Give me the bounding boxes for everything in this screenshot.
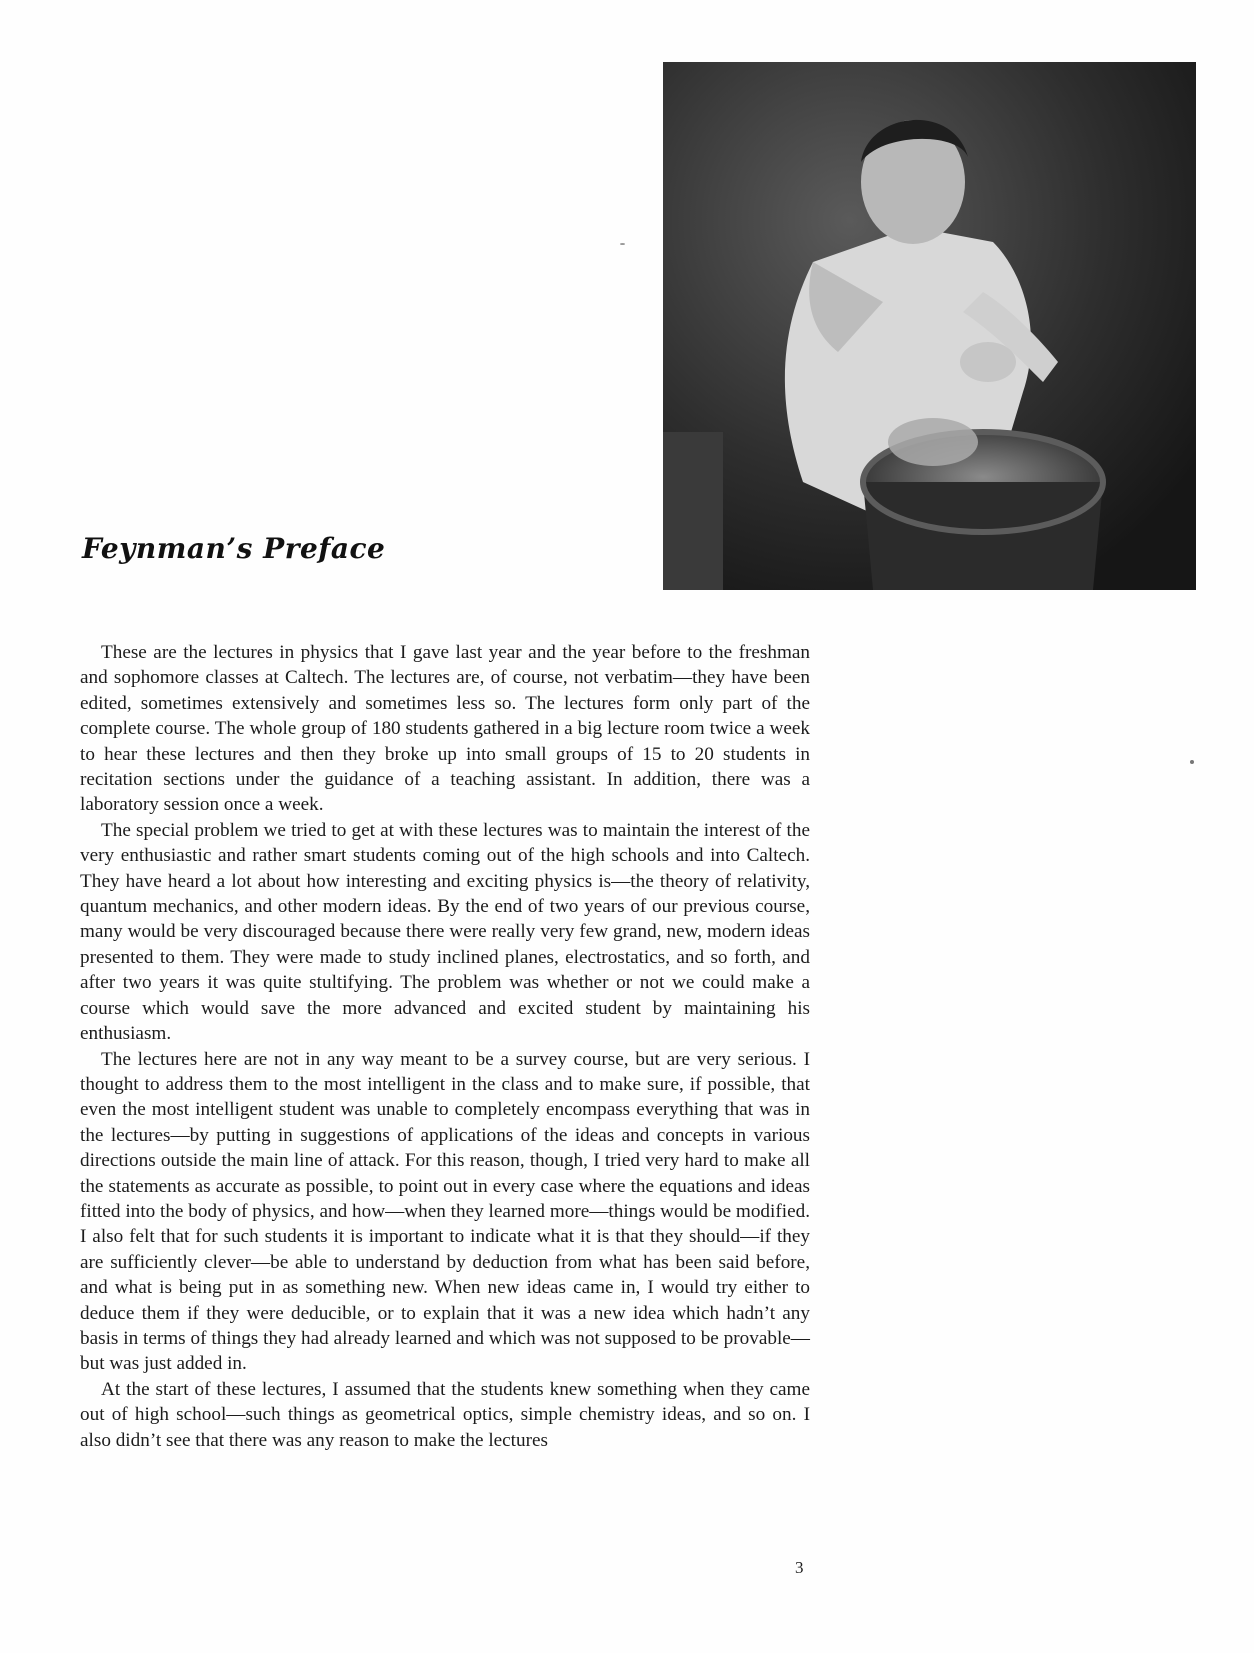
paragraph: The special problem we tried to get at with these lectures was to maintain the interest of the very enthusiastic and rather smart students coming out of the high schools and into Caltech. They have heard a lot about how interesting and exciting physics is—the theory of relativity, quantum mechanics, and other modern ideas. By the end of two years of our previous course, many would be very discouraged because there were really very few grand, new, modern ideas presented to them. They were made to study inclined planes, electrostatics, and so forth, and after two years it was quite stultifying. The problem was whether or not we could make a course which would save the more advanced and excited student by maintaining his enthusiasm. (80, 819, 810, 1045)
page-number: 3 (795, 1558, 804, 1577)
paper-speck (1190, 760, 1194, 764)
paragraph: At the start of these lectures, I assumed that the students knew something when they came out of high school—such things as geometrical optics, simple chemistry ideas, and so on. I also didn’t see that there was any reason to make the lectures (80, 1378, 810, 1451)
paragraph: These are the lectures in physics that I gave last year and the year before to the freshman and sophomore classes at Caltech. The lectures are, of course, not verbatim—they have been edited, sometimes extensively and sometimes less so. The lectures form only part of the complete course. The whole group of 180 students gathered in a big lecture room twice a week to hear these lectures and then they broke up into small groups of 15 to 20 students in recitation sections under the guidance of a teaching assistant. In addition, there was a laboratory session once a week. (80, 642, 810, 816)
paper-speck (620, 243, 625, 245)
preface-body (80, 640, 810, 1453)
portrait-photo-icon (663, 62, 1196, 590)
paragraph: The lectures here are not in any way meant to be a survey course, but are very serious. I thought to address them to the most intelligent in the class and to make sure, if possible, that even the most intelligent student was unable to completely encompass everything that was in the lectures—by putting in suggestions of applications of the ideas and concepts in various directions outside the main line of attack. For this reason, though, I tried very hard to make all the statements as accurate as possible, to point out in every case where the equations and ideas fitted into the body of physics, and how—when they learned more—things would be modified. I also felt that for such students it is important to indicate what it is that they should—if they are sufficiently clever—be able to understand by deduction from what has been said before, and what is being put in as something new. When new ideas came in, I would try either to deduce them if they were deducible, or to explain that it was a new idea which hadn’t any basis in terms of things they had already learned and which was not supposed to be provable—but was just added in. (80, 1048, 810, 1375)
page-title: Feynman’s Preface (82, 532, 386, 565)
